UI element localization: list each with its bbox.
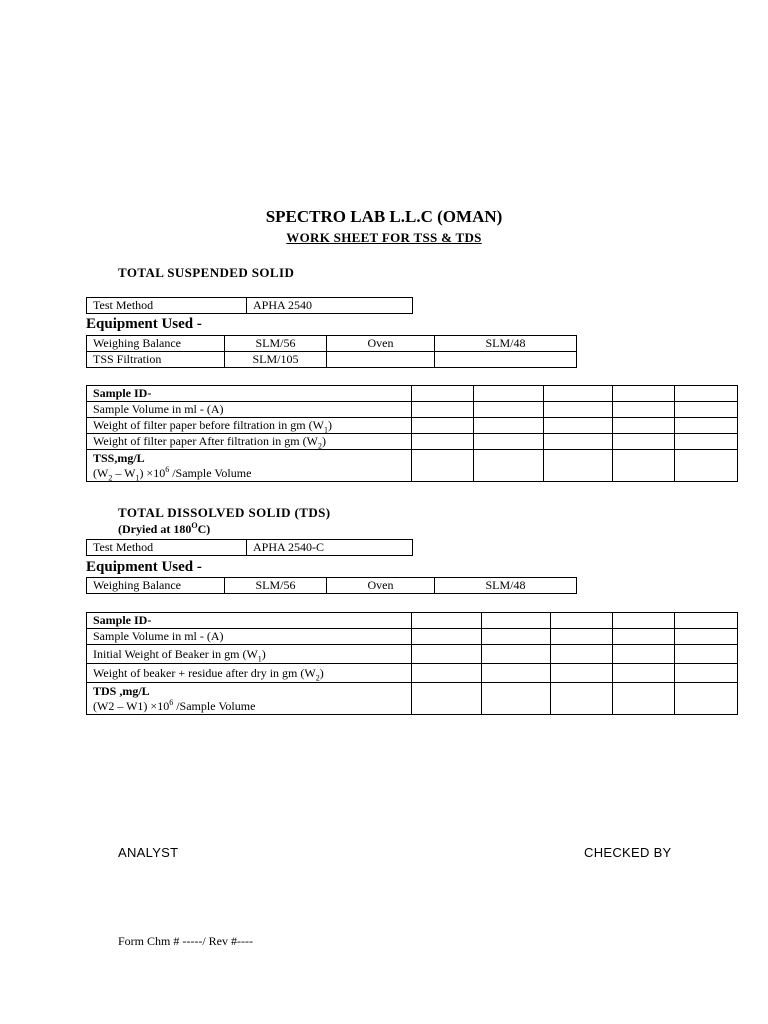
sample-cell[interactable]: [482, 629, 551, 645]
tds-sample-table: [86, 612, 738, 715]
weight-before-label: Weight of filter paper before filtration in gm $(W_1)$: [87, 418, 412, 434]
sample-cell[interactable]: [412, 645, 482, 664]
analyst-label: ANALYST: [118, 845, 179, 860]
sample-cell[interactable]: [675, 418, 738, 434]
sample-cell[interactable]: [412, 402, 474, 418]
sample-cell[interactable]: [675, 613, 738, 629]
table-row: [87, 386, 738, 402]
equipment-label: Weighing Balance: [87, 336, 225, 352]
sample-cell[interactable]: [551, 629, 613, 645]
equipment-label: TSS Filtration: [87, 352, 225, 368]
sample-cell[interactable]: [613, 683, 675, 715]
sample-cell[interactable]: [675, 386, 738, 402]
sample-cell[interactable]: [613, 434, 675, 450]
sample-cell[interactable]: [412, 418, 474, 434]
sample-cell[interactable]: [613, 613, 675, 629]
tds-test-method-table: [86, 539, 413, 556]
sample-cell[interactable]: [474, 402, 544, 418]
tss-test-method-table: [86, 297, 413, 314]
table-row: [87, 298, 413, 314]
tss-equipment-table: [86, 335, 577, 368]
sample-cell[interactable]: [551, 664, 613, 683]
tds-result-label: TDS ,mg/L $(W2 - W1) \times 10^6$ /Sample Volume: [87, 683, 412, 715]
sample-cell[interactable]: [412, 434, 474, 450]
sample-cell[interactable]: [544, 450, 613, 482]
equipment-code: SLM/56: [225, 336, 327, 352]
tss-heading: TOTAL SUSPENDED SOLID: [118, 265, 295, 280]
table-row: [87, 450, 738, 482]
table-row: [87, 352, 577, 368]
sample-cell[interactable]: [412, 664, 482, 683]
sample-volume-label: Sample Volume in ml - (A): [87, 402, 412, 418]
tds-dried-note: (Dryied at $180^OC$): [118, 521, 211, 536]
sample-cell[interactable]: [675, 645, 738, 664]
sample-cell[interactable]: [551, 645, 613, 664]
tss-sample-table: [86, 385, 738, 482]
initial-weight-label: Initial Weight of Beaker in gm $(W_1)$: [87, 645, 412, 664]
equipment-code-2: [435, 352, 577, 368]
sample-cell[interactable]: [613, 664, 675, 683]
sample-id-label: Sample ID-: [87, 386, 412, 402]
sample-volume-label: Sample Volume in ml - (A): [87, 629, 412, 645]
sample-cell[interactable]: [482, 664, 551, 683]
table-row: [87, 613, 738, 629]
table-row: [87, 645, 738, 664]
sample-cell[interactable]: [613, 629, 675, 645]
sample-cell[interactable]: [613, 645, 675, 664]
sample-cell[interactable]: [675, 434, 738, 450]
checked-by-label: CHECKED BY: [584, 845, 672, 860]
test-method-value: APHA 2540-C: [247, 540, 413, 556]
equipment-label-2: [327, 352, 435, 368]
table-row: [87, 540, 413, 556]
equipment-code-2: SLM/48: [435, 336, 577, 352]
form-number: Form Chm # -----/ Rev #----: [118, 934, 253, 948]
sample-cell[interactable]: [412, 629, 482, 645]
sample-cell[interactable]: [675, 683, 738, 715]
sample-cell[interactable]: [675, 450, 738, 482]
table-row: [87, 683, 738, 715]
sample-id-label: Sample ID-: [87, 613, 412, 629]
sample-cell[interactable]: [482, 613, 551, 629]
sample-cell[interactable]: [474, 450, 544, 482]
equipment-label: Weighing Balance: [87, 578, 225, 594]
sample-cell[interactable]: [613, 418, 675, 434]
sample-cell[interactable]: [412, 613, 482, 629]
worksheet-title: WORK SHEET FOR TSS & TDS: [286, 230, 482, 245]
sample-cell[interactable]: [544, 386, 613, 402]
tss-result-label: TSS,mg/L $(W_2 - W_1) \times 10^6$ /Sample Volume: [87, 450, 412, 482]
tds-heading: TOTAL DISSOLVED SOLID (TDS): [118, 505, 331, 520]
sample-cell[interactable]: [544, 418, 613, 434]
table-row: [87, 336, 577, 352]
test-method-value: APHA 2540: [247, 298, 413, 314]
sample-cell[interactable]: [613, 402, 675, 418]
sample-cell[interactable]: [675, 664, 738, 683]
sample-cell[interactable]: [544, 402, 613, 418]
sample-cell[interactable]: [412, 450, 474, 482]
sample-cell[interactable]: [474, 386, 544, 402]
sample-cell[interactable]: [482, 683, 551, 715]
tss-equipment-heading: Equipment Used -: [86, 316, 202, 332]
equipment-label-2: Oven: [327, 336, 435, 352]
sample-cell[interactable]: [675, 402, 738, 418]
equipment-code: SLM/105: [225, 352, 327, 368]
sample-cell[interactable]: [412, 683, 482, 715]
residue-weight-label: Weight of beaker + residue after dry in gm $(W_2)$: [87, 664, 412, 683]
sample-cell[interactable]: [474, 418, 544, 434]
tds-equipment-table: [86, 577, 577, 594]
table-row: [87, 434, 738, 450]
sample-cell[interactable]: [474, 434, 544, 450]
weight-after-label: Weight of filter paper After filtration in gm $(W_2)$: [87, 434, 412, 450]
test-method-label: Test Method: [87, 298, 247, 314]
sample-cell[interactable]: [482, 645, 551, 664]
sample-cell[interactable]: [544, 434, 613, 450]
tds-equipment-heading: Equipment Used -: [86, 559, 202, 575]
table-row: [87, 578, 577, 594]
table-row: [87, 629, 738, 645]
equipment-code-2: SLM/48: [435, 578, 577, 594]
sample-cell[interactable]: [412, 386, 474, 402]
sample-cell[interactable]: [613, 386, 675, 402]
table-row: [87, 418, 738, 434]
table-row: [87, 402, 738, 418]
sample-cell[interactable]: [675, 629, 738, 645]
table-row: [87, 664, 738, 683]
equipment-code: SLM/56: [225, 578, 327, 594]
sample-cell[interactable]: [551, 683, 613, 715]
sample-cell[interactable]: [551, 613, 613, 629]
sample-cell[interactable]: [613, 450, 675, 482]
equipment-label-2: Oven: [327, 578, 435, 594]
company-title: SPECTRO LAB L.L.C (OMAN): [265, 207, 503, 226]
test-method-label: Test Method: [87, 540, 247, 556]
